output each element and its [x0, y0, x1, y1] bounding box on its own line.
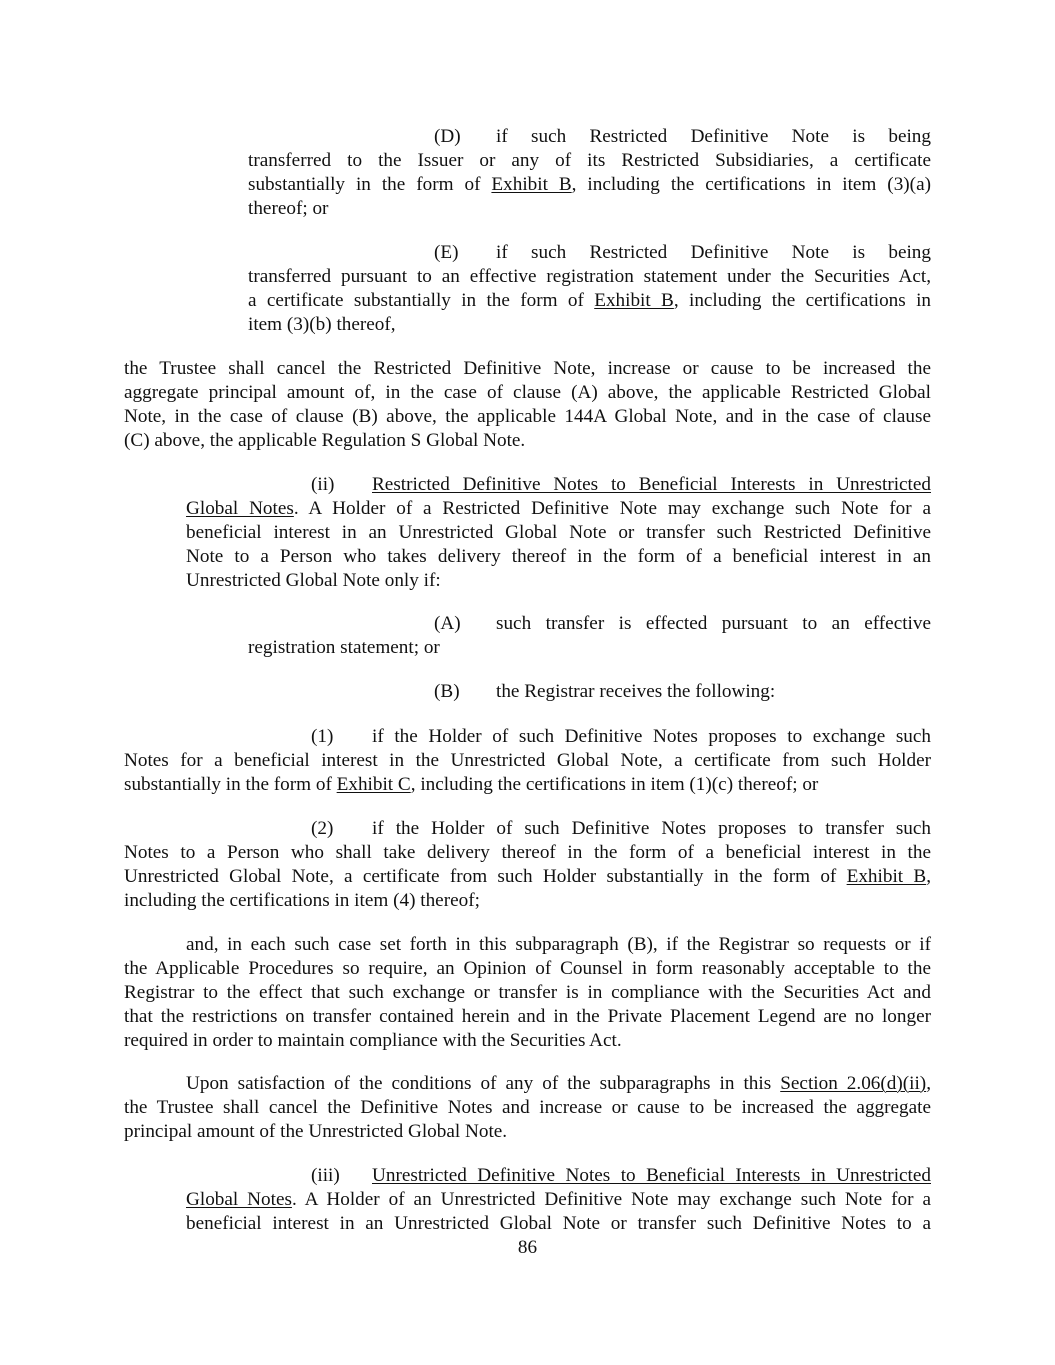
clause-text: such transfer is effected pursuant to an effective	[496, 613, 931, 634]
subsection-iii: (iii) Unrestricted Definitive Notes to Beneficial Interests in Unrestricted Global Notes. A Holder of an Unrestricted Definitive Note may exchange such Note for a beneficial interest in an Unrestricted Global Note or transfer such Definitive Notes to a	[186, 1165, 931, 1234]
subsection-heading: Global Notes	[186, 497, 294, 519]
clause-marker: (A)	[434, 613, 461, 634]
item-marker: (1)	[311, 726, 334, 747]
trustee-paragraph: the Trustee shall cancel the Restricted Definitive Note, increase or cause to be increased the aggregate principal amount of, in the case of clause (A) above, the applicable Restricted Global Note, in the case of clause (B) above, the applicable 144A Global Note, and in the case of clause (C) above, the applicable Regulation S Global Note.	[124, 358, 931, 451]
clause-marker: (B)	[434, 681, 460, 702]
item-1: (1) if the Holder of such Definitive Notes proposes to exchange such Notes for a beneficial interest in the Unrestricted Global Note, a certificate from such Holder substantially in the form of Exhibit C, including the certifications in item (1)(c) thereof; or	[124, 726, 931, 795]
clause-marker: (E)	[434, 242, 459, 263]
exhibit-b-reference: Exhibit B	[846, 865, 927, 887]
section-reference: Section 2.06(d)(ii)	[780, 1073, 927, 1094]
clause-text: item (3)(b) thereof,	[248, 313, 396, 335]
subsection-marker: (iii)	[311, 1165, 340, 1186]
item-2: (2) if the Holder of such Definitive Notes proposes to transfer such Notes to a Person who shall take delivery thereof in the form of a beneficial interest in the Unrestricted Global Note, a certificate from such Holder substantially in the form of Exhibit B, including the certifications in item (4) thereof;	[124, 818, 931, 911]
item-marker: (2)	[311, 818, 334, 839]
clause-marker: (D)	[434, 126, 461, 147]
clause-text: transferred to the Issuer or any of its Restricted Subsidiaries, a certificate	[248, 149, 931, 171]
subsection-ii: (ii) Restricted Definitive Notes to Beneficial Interests in Unrestricted Global Notes. A Holder of a Restricted Definitive Note may exchange such Note for a beneficial interest in an Unrestricted Global Note or transfer such Restricted Definitive Note to a Person who takes delivery thereof in the form of a beneficial interest in an Unrestricted Global Note only if:	[186, 474, 931, 591]
clause-a	[248, 612, 931, 660]
clause-text: if such Restricted Definitive Note is being	[496, 242, 931, 263]
clause-text: if such Restricted Definitive Note is being	[496, 126, 931, 147]
subsection-marker: (ii)	[311, 474, 335, 495]
clause-text: a certificate substantially in the form of Exhibit B, including the certifications in	[248, 289, 932, 311]
clause-d	[248, 125, 931, 221]
subsection-heading: Unrestricted Definitive Notes to Beneficial Interests in Unrestricted	[372, 1165, 931, 1186]
clause-e	[248, 241, 931, 337]
subsection-heading: Global Notes	[186, 1188, 292, 1210]
clause-text: substantially in the form of Exhibit B, including the certifications in item (3)(a)	[248, 173, 931, 195]
clause-b	[248, 680, 931, 704]
exhibit-b-reference: Exhibit B	[594, 289, 674, 311]
page-number: 86	[517, 1237, 538, 1258]
clause-text: transferred pursuant to an effective registration statement under the Securities Act,	[248, 265, 931, 287]
exhibit-b-reference: Exhibit B	[491, 173, 572, 195]
subsection-heading: Restricted Definitive Notes to Beneficial Interests in Unrestricted	[372, 474, 931, 495]
clause-text: thereof; or	[248, 197, 329, 219]
opinion-paragraph: and, in each such case set forth in this subparagraph (B), if the Registrar so requests or if the Applicable Procedures so require, an Opinion of Counsel in form reasonably acceptable to the Registrar to the effect that such exchange or transfer is in compliance with the Securities Act and that the restrictions on transfer contained herein and in the Private Placement Legend are no longer required in order to maintain compliance with the Securities Act.	[124, 934, 931, 1051]
clause-text: registration statement; or	[248, 636, 440, 658]
exhibit-c-reference: Exhibit C	[336, 773, 411, 795]
upon-satisfaction-paragraph: Upon satisfaction of the conditions of any of the subparagraphs in this Section 2.06(d)(ii), the Trustee shall cancel the Definitive Notes and increase or cause to be increased the aggregate principal amount of the Unrestricted Global Note.	[124, 1073, 931, 1142]
clause-text: the Registrar receives the following:	[496, 681, 776, 702]
